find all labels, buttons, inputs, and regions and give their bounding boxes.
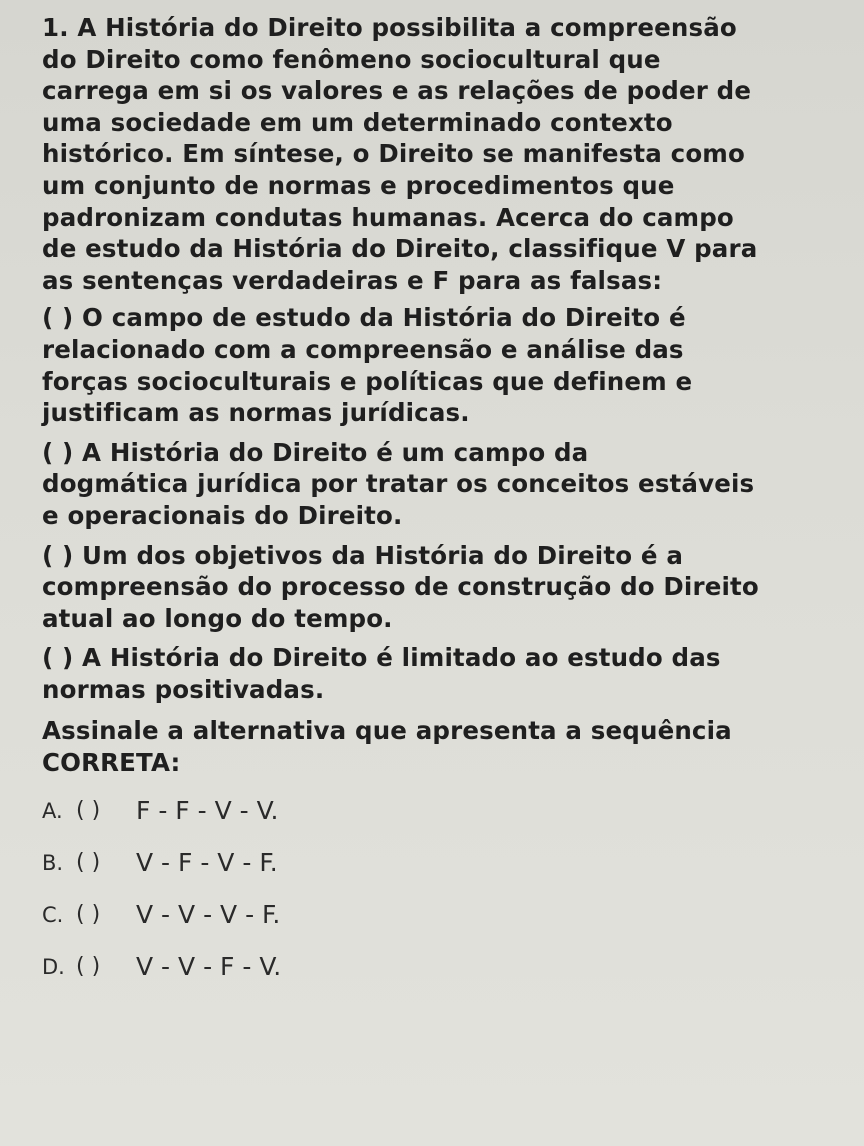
statement-4[interactable] [42,642,842,705]
question-line: do Direito como fenômeno sociocultural que [42,44,661,74]
statement-2[interactable] [42,437,842,532]
question-line: um conjunto de normas e procedimentos que [42,170,675,200]
option-letter: A. [42,798,63,823]
option-c[interactable] [42,889,842,941]
statement-3[interactable] [42,540,842,635]
option-text: F - F - V - V. [136,795,279,825]
question-text [42,12,842,296]
option-checkbox[interactable]: ( ) [76,849,101,875]
option-text: V - V - V - F. [136,899,281,929]
option-a[interactable] [42,785,842,837]
statement-line: normas positivadas. [42,674,325,704]
statement-line: e operacionais do Direito. [42,500,403,530]
statement-line: ( ) A História do Direito é limitado ao estudo das [42,643,721,673]
option-checkbox[interactable]: ( ) [76,797,101,823]
option-d[interactable] [42,941,842,993]
question-line: uma sociedade em um determinado contexto [42,107,673,137]
option-letter: B. [42,850,64,875]
prompt-line: Assinale a alternativa que apresenta a sequência [42,716,732,746]
option-checkbox[interactable]: ( ) [76,953,101,979]
question-line: histórico. Em síntese, o Direito se manifesta como [42,139,745,169]
question-line: as sentenças verdadeiras e F para as falsas: [42,265,663,295]
option-text: V - F - V - F. [136,847,278,877]
statement-line: forças socioculturais e políticas que definem e [42,366,693,396]
statement-line: ( ) A História do Direito é um campo da [42,437,589,467]
option-text: V - V - F - V. [136,951,282,981]
statement-line: ( ) O campo de estudo da História do Direito é [42,303,686,333]
statement-line: compreensão do processo de construção do Direito [42,572,759,602]
question-line: 1. A História do Direito possibilita a compreensão [42,13,737,42]
statement-line: relacionado com a compreensão e análise das [42,334,684,364]
question-page [42,12,842,993]
prompt-line: CORRETA: [42,748,181,778]
statement-1[interactable] [42,302,842,428]
answer-options [42,785,842,993]
option-b[interactable] [42,837,842,889]
statement-line: justificam as normas jurídicas. [42,398,470,428]
statement-line: dogmática jurídica por tratar os conceitos estáveis [42,469,755,499]
option-letter: C. [42,902,64,927]
answer-prompt [42,715,842,778]
question-line: padronizam condutas humanas. Acerca do campo [42,202,734,232]
statement-line: atual ao longo do tempo. [42,603,393,633]
statement-line: ( ) Um dos objetivos da História do Direito é a [42,540,683,570]
option-checkbox[interactable]: ( ) [76,901,101,927]
question-line: de estudo da História do Direito, classifique V para [42,234,758,264]
option-letter: D. [42,954,65,979]
question-line: carrega em si os valores e as relações de poder de [42,76,752,106]
